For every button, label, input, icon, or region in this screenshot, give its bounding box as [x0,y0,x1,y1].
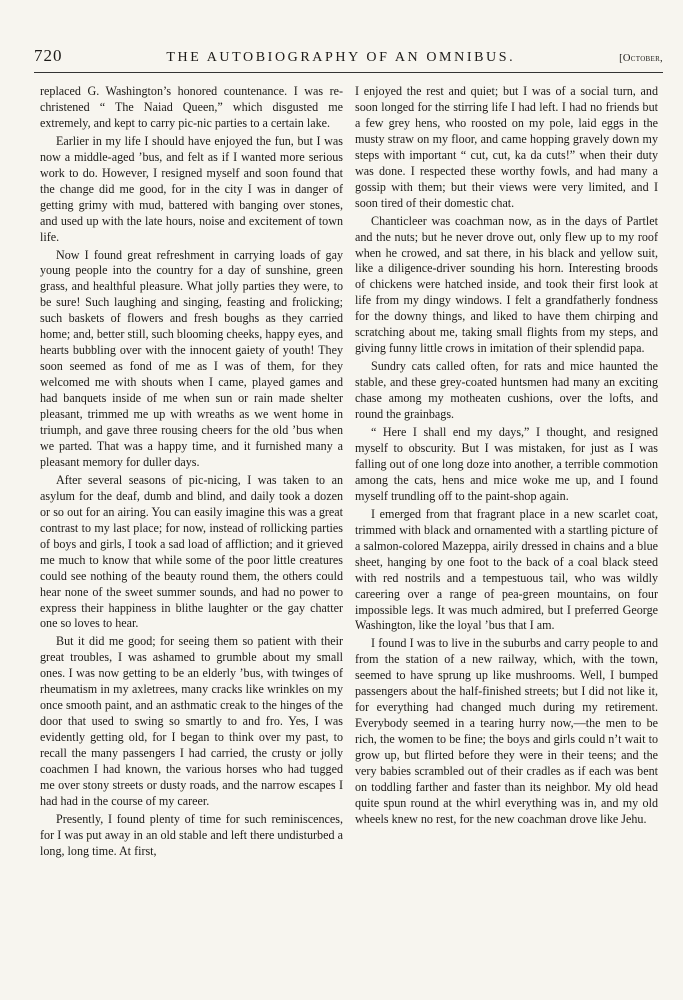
running-title: THE AUTOBIOGRAPHY OF AN OMNIBUS. [166,50,516,65]
paragraph: Chanticleer was coachman now, as in the days of Partlet and the nuts; but he never drove out, only flew up to my roof when he crowed, and sat there, in his black and yellow suit, like a diligence-driver sounding his horn. Interesting broods of chickens were hatched inside, and took their first look at life from my dingy windows. I felt a grandfatherly fondness for the downy things, and liked to have them chirping and scratching about me, taking small flights from my steps, and giving funny little crows in imitation of their splendid papa. [355,213,658,356]
issue-month: [October, [619,53,663,64]
paragraph: Now I found great refreshment in carrying loads of gay young people into the country for a day of sunshine, green grass, and healthful pleasure. What jolly parties they were, to be sure! Such laughing and singing, feasting and frolicking; such baskets of flowers and fresh boughs as they carried home; and, better still, such blooming cheeks, happy eyes, and hearts bubbling over with the innocent gaiety of youth! They soon seemed as fond of me as I was of them, for they welcomed me with shouts when I came, played games and had banquets inside of me when sun or rain made shelter pleasant, trimmed me up with wreaths as we went home in triumph, and gave three rousing cheers for the old ’bus when we parted. That was a happy time, and it furnished many a pleasant memory for duller days. [40,247,343,469]
paragraph: Presently, I found plenty of time for such reminiscences, for I was put away in an old stable and left there undisturbed a long, long time. At first, [40,811,343,858]
paragraph: I found I was to live in the suburbs and carry people to and from the station of a new railway, which, with the town, seemed to have sprung up like mushrooms. Well, I bumped passengers about the half-finished streets; but I did not like it, for everything had changed much during my retirement. Everybody seemed in a tearing hurry now,—the men to be rich, the women to be fine; the boys and girls could n’t wait to grow up, but flirted before they were in their teens; and the very babies scrambled out of their cradles as if each was bent on toddling farther and faster than its neighbor. My old head quite spun round at the whirl everything was in, and my old wheels knew no rest, for the new coachman drove like Jehu. [355,636,658,826]
column-left [40,84,343,974]
paragraph: “ Here I shall end my days,” I thought, and resigned myself to obscurity. But I was mistaken, for just as I was falling out of one long doze into another, a terrible commotion among the cats, hens and mice woke me up, and I found myself trundling off to the paint-shop again. [355,425,658,503]
column-right [355,84,658,974]
paragraph: But it did me good; for seeing them so patient with their great troubles, I was ashamed to grumble about my small ones. I was now getting to be an elderly ’bus, with twinges of rheumatism in my axletrees, many cracks like wrinkles on my once smooth paint, and an asthmatic creak to the hinges of the door that used to swing so smartly to and fro. Yes, I was evidently getting old, for I began to think over my past, to recall the many passengers I had carried, the crusty or jolly coachmen I had known, the various horses who had tugged me over stony streets or dusty roads, and the narrow escapes I had had in the course of my career. [40,634,343,808]
page-number: 720 [34,46,63,65]
text-columns [40,84,658,974]
paragraph: Earlier in my life I should have enjoyed the fun, but I was now a middle-aged ’bus, and felt as if I wanted more serious work to do. However, I resigned myself and soon found that the change did me good, for in the city I was in danger of getting grimy with mud, battered with banging over stones, and used up with the late hours, noise and excitement of town life. [40,133,343,244]
paragraph: I enjoyed the rest and quiet; but I was of a social turn, and soon longed for the stirring life I had left. I had no friends but a few grey hens, who roosted on my pole, laid eggs in the musty straw on my floor, and came hopping gravely down my steps with important “ cut, cut, ka da cuts!” when their duty was done. I respected these worthy fowls, and had many a gossip with them; but their views were very limited, and I soon tired of their domestic chat. [355,84,658,210]
running-header [34,46,663,73]
paragraph: After several seasons of pic-nicing, I was taken to an asylum for the deaf, dumb and blind, and daily took a dozen or so out for an airing. You can easily imagine this was a great contrast to my last place; for now, instead of rollicking parties of boys and girls, I took a sad load of affliction; and it grieved me much to know that while some of the poor little creatures could see nothing of the beauty round them, the others could hear none of the sweet summer sounds, and had no power to express their happiness in blithe laughter or the gay chatter one so loves to hear. [40,472,343,631]
paragraph: replaced G. Washington’s honored countenance. I was re-christened “ The Naiad Queen,” which disgusted me extremely, and kept to carry pic-nic parties to a certain lake. [40,84,343,130]
paragraph: Sundry cats called often, for rats and mice haunted the stable, and these grey-coated huntsmen had many an exciting chase among my motheaten cushions, over the lofts, and round the grainbags. [355,359,658,422]
paragraph: I emerged from that fragrant place in a new scarlet coat, trimmed with black and ornamented with a startling picture of a salmon-colored Mazeppa, airily dressed in chains and a blue sheet, hanging by one foot to the back of a coal black steed with red nostrils and a tempestuous tail, who was wildly careering over a range of pea-green mountains, on four impossible legs. It was much admired, but I preferred George Washington, like the loyal ’bus that I am. [355,506,658,633]
